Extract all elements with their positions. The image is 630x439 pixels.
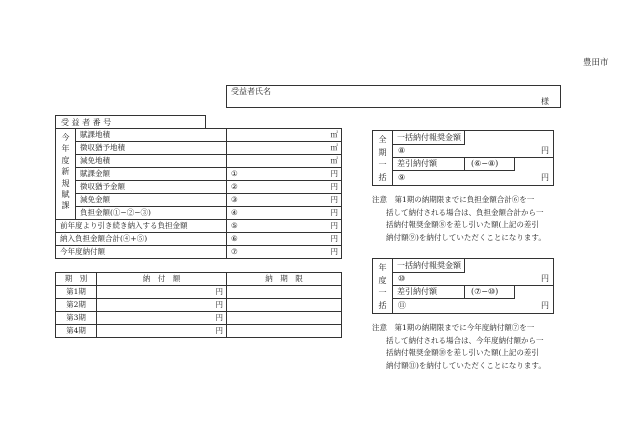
period-amount: 円: [97, 299, 227, 312]
period-deadline: [227, 299, 342, 312]
recipient-box: [226, 85, 561, 108]
full-period-vertical-label: 全 期 一 括: [373, 131, 393, 185]
period-label: 第2期: [56, 299, 97, 312]
exempt-area-value: ㎡: [227, 155, 342, 168]
period-table: [55, 272, 342, 338]
period-label: 第3期: [56, 312, 97, 325]
current-year-payment-label: 今年度納付額: [56, 246, 227, 259]
full-net-no: ⑨: [398, 173, 406, 182]
year-net-formula: (⑦−⑩): [471, 287, 499, 296]
main-row: [56, 168, 342, 181]
full-row: [56, 220, 342, 233]
main-row: [56, 142, 342, 155]
deferred-amount-label: 徴収猶予金額: [76, 181, 227, 194]
carryover-amount-label: 前年度より引き続き納入する負担金額: [56, 220, 227, 233]
exempt-amount-value: ③ 円: [227, 194, 342, 207]
main-row: [56, 155, 342, 168]
assessment-table: [55, 128, 342, 259]
year-vertical-label: 年 度 一 括: [373, 259, 393, 313]
recipient-number-label: 受 益 者 番 号: [61, 118, 112, 127]
main-row: [56, 207, 342, 220]
carryover-amount-value: ⑤ 円: [227, 220, 342, 233]
total-burden-value: ⑥ 円: [227, 233, 342, 246]
recipient-number-box: [55, 115, 206, 129]
assessed-area-value: ㎡: [227, 129, 342, 142]
exempt-area-label: 減免地積: [76, 155, 227, 168]
full-period-note: 注意 第1期の納期限までに負担金額合計⑥を一 括して納付される場合は、負担金額合計から一 括納付報奨金額⑧を差し引いた額(上記の差引 納付額⑨)を納付していただくことになります。: [372, 195, 546, 242]
period-amount: 円: [97, 286, 227, 299]
main-row: [56, 194, 342, 207]
recipient-label: 受益者氏名: [231, 87, 271, 96]
period-deadline: [227, 325, 342, 338]
deadline-header: 納 期 限: [227, 273, 342, 286]
exempt-amount-label: 減免金額: [76, 194, 227, 207]
main-row: [56, 129, 342, 142]
assessed-amount-value: ① 円: [227, 168, 342, 181]
period-label: 第4期: [56, 325, 97, 338]
full-incentive-no: ⑧: [398, 146, 406, 155]
recipient-honorific: 様: [541, 97, 549, 106]
burden-amount-label: 負担金額(①−②−③): [76, 207, 227, 220]
full-incentive-unit: 円: [541, 146, 549, 155]
current-year-payment-value: ⑦ 円: [227, 246, 342, 259]
period-deadline: [227, 312, 342, 325]
year-incentive-label-box: 一括納付報奨金額: [393, 259, 465, 273]
year-note: 注意 第1期の納期限までに今年度納付額⑦を一 括して納付される場合は、今年度納付額から一 括納付報奨金額⑩を差し引いた額(上記の差引 納付額⑪)を納付していただくことになります。: [372, 323, 546, 370]
full-net-formula-box: [465, 157, 515, 171]
year-net-label-box: 差引納付額: [393, 285, 465, 299]
full-net-unit: 円: [541, 173, 549, 182]
year-lump-box: [372, 258, 554, 314]
period-row: [56, 312, 342, 325]
deferred-area-label: 徴収猶予地積: [76, 142, 227, 155]
period-row: [56, 299, 342, 312]
year-incentive-unit: 円: [541, 274, 549, 283]
full-net-label-box: 差引納付額: [393, 157, 465, 171]
year-net-no: ⑪: [398, 301, 406, 310]
period-row: [56, 325, 342, 338]
year-net-unit: 円: [541, 301, 549, 310]
period-row: [56, 286, 342, 299]
year-incentive-no: ⑩: [398, 274, 406, 283]
period-amount: 円: [97, 312, 227, 325]
full-incentive-label-box: 一括納付報奨金額: [393, 131, 465, 145]
deferred-amount-value: ② 円: [227, 181, 342, 194]
full-row: [56, 246, 342, 259]
period-header: 期 別: [56, 273, 97, 286]
full-period-lump-box: [372, 130, 554, 186]
assessed-amount-label: 賦課金額: [76, 168, 227, 181]
year-net-formula-box: [465, 285, 515, 299]
main-row: [56, 181, 342, 194]
assessed-area-label: 賦課地積: [76, 129, 227, 142]
full-net-formula: (⑥−⑧): [471, 159, 499, 168]
total-burden-label: 納入負担金額合計(④+⑤): [56, 233, 227, 246]
period-label: 第1期: [56, 286, 97, 299]
full-row: [56, 233, 342, 246]
period-header-row: [56, 273, 342, 286]
deferred-area-value: ㎡: [227, 142, 342, 155]
period-amount: 円: [97, 325, 227, 338]
current-year-new-assessment-label: 今 年 度 新 規 賦 課: [56, 129, 76, 220]
amount-header: 納 付 額: [97, 273, 227, 286]
burden-amount-value: ④ 円: [227, 207, 342, 220]
period-deadline: [227, 286, 342, 299]
city-name: 豊田市: [583, 58, 609, 68]
